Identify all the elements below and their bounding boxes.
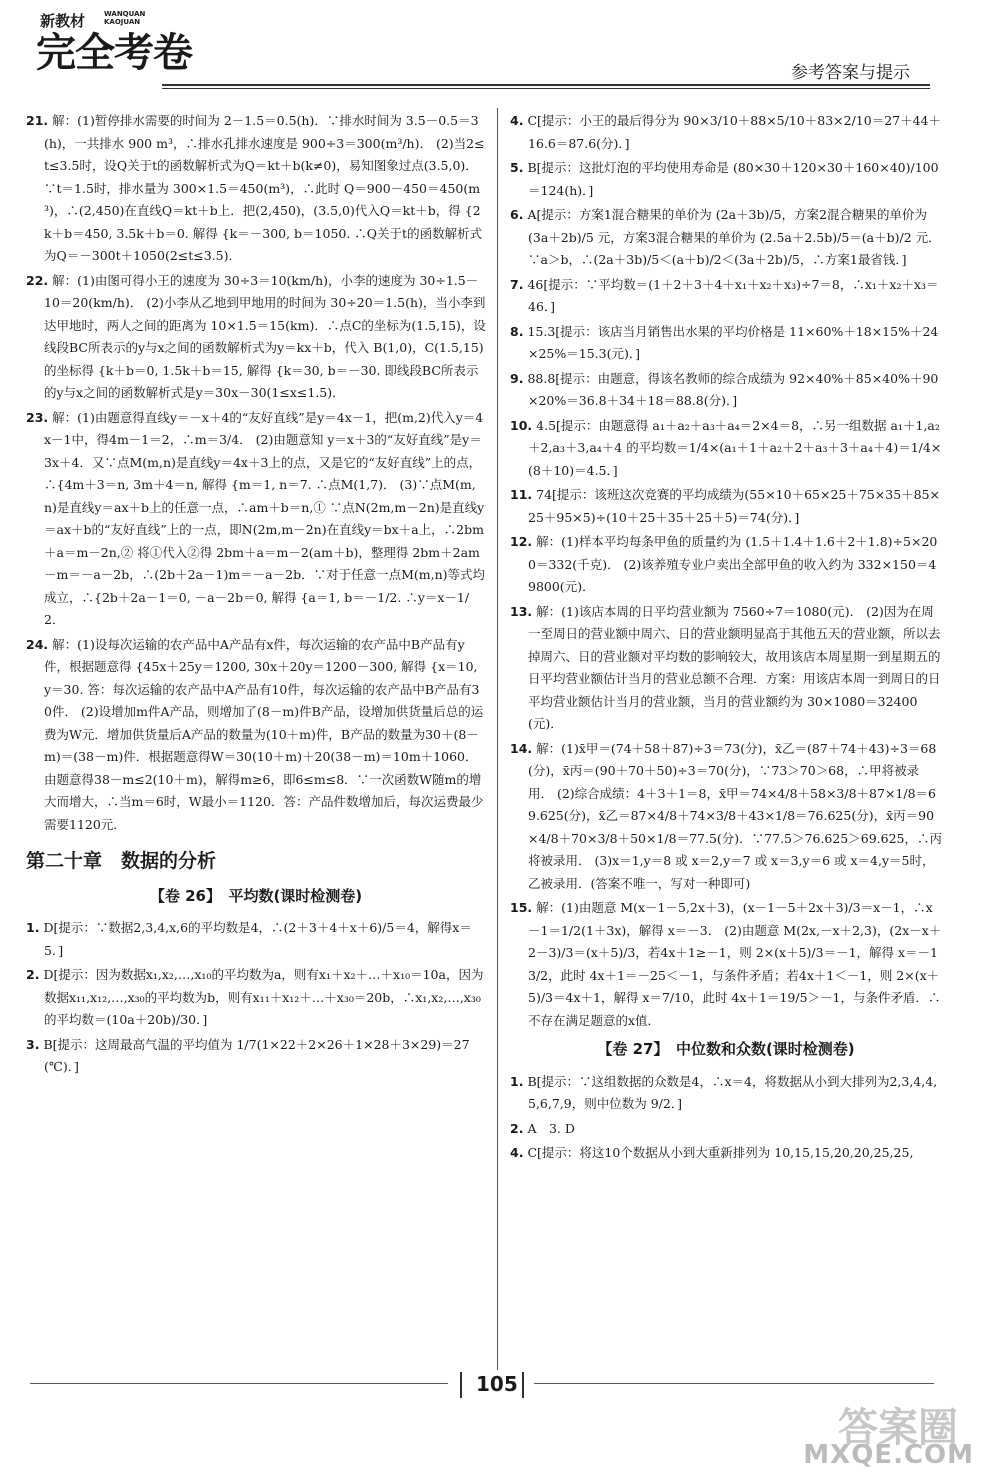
item-number: 8. bbox=[510, 323, 524, 339]
item-number: 5. bbox=[510, 160, 524, 175]
item-number: 7. bbox=[510, 276, 524, 292]
answer-item bbox=[510, 1118, 942, 1141]
answer-item bbox=[510, 415, 942, 483]
page-header-title: 参考答案与提示 bbox=[791, 63, 910, 83]
answer-item bbox=[26, 917, 486, 962]
item-text: B[提示：这周最高气温的平均值为 1/7(1×22＋2×26＋1×28＋3×29)＝27(℃)．] bbox=[43, 1036, 470, 1074]
answer-item bbox=[510, 897, 942, 1032]
item-text: 4.5[提示：由题意得 a₁＋a₂＋a₃＋a₄＝2×4＝8，∴另一组数据 a₁＋1,a₂＋2,a₃＋3,a₄＋4 的平均数＝1/4×(a₁＋1＋a₂＋2＋a₃＋3＋a₄＋4)＝1/4×(8＋10)＝4.5．] bbox=[528, 417, 942, 478]
item-text: 解：(1)x̄甲＝(74＋58＋87)÷3＝73(分)，x̄乙＝(87＋74＋43)÷3＝68(分)，x̄丙＝(90＋70＋50)÷3＝70(分)，∵73＞70＞68，∴甲将被录用． (2)综合成绩：4＋3＋1＝8，x̄甲＝74×4/8＋58×3/8＋87×1/8＝69.625(分)，x̄乙＝87×4/8＋74×3/8＋43×1/8＝76.625(分)，x̄丙＝90×4/8＋70×3/8＋50×1/8＝77.5(分)．∵77.5＞76.625＞69.625，∴丙将被录用． (3)x＝1,y＝8 或 x＝2,y＝7 或 x＝3,y＝6 或 x＝4,y＝5时，乙被录用．(答案不唯一，写对一种即可) bbox=[528, 740, 942, 891]
item-number: 14. bbox=[510, 740, 533, 756]
item-number: 11. bbox=[510, 487, 533, 502]
answer-item bbox=[510, 321, 942, 366]
item-text: 46[提示：∵平均数＝(1＋2＋3＋4＋x₁＋x₂＋x₃)÷7＝8，∴x₁＋x₂＋x₃＝46．] bbox=[527, 276, 939, 314]
brand-pinyin: WANQUAN KAOJUAN bbox=[104, 10, 146, 26]
item-number: 15. bbox=[510, 900, 533, 915]
section-title-27: 【卷 27】 中位数和众数(课时检测卷) bbox=[597, 1040, 855, 1058]
item-text: 解：(1)该店本周的日平均营业额为 7560÷7＝1080(元)． (2)因为在周一至周日的营业额中周六、日的营业额明显高于其他五天的营业额，所以去掉周六、日的营业额对平均数的影响较大，故用该店本周星期一到星期五的日平均营业额估计当月的营业总额不合理．方案：用该店本周一到周日的日平均营业额估计当月的营业额，当月的营业额约为 30×1080＝32400(元)． bbox=[528, 603, 941, 731]
item-text: D[提示：因为数据x₁,x₂,…,x₁₀的平均数为a，则有x₁＋x₂＋…＋x₁₀＝10a，因为数据x₁₁,x₁₂,…,x₃₀的平均数为b，则有x₁₁＋x₁₂＋…＋x₃₀＝20b，∴x₁,x₂,…,x₃₀的平均数＝(10a＋20b)/30．] bbox=[43, 967, 484, 1027]
answer-item bbox=[26, 964, 486, 1032]
item-number: 4. bbox=[510, 113, 524, 128]
item-number: 10. bbox=[510, 417, 533, 433]
answer-item bbox=[510, 274, 942, 319]
answer-item bbox=[510, 110, 942, 155]
item-number: 2. bbox=[510, 1120, 524, 1136]
brand-small-title: 新教材 bbox=[40, 12, 86, 30]
answer-item bbox=[510, 484, 942, 529]
footer-bar-right bbox=[522, 1372, 524, 1398]
item-number: 13. bbox=[510, 603, 533, 619]
answer-item bbox=[510, 157, 942, 202]
item-number: 4. bbox=[510, 1145, 524, 1160]
item-number: 1. bbox=[26, 920, 40, 935]
item-text: 15.3[提示：该店当月销售出水果的平均价格是 11×60%＋18×15%＋24×25%＝15.3(元)．] bbox=[527, 323, 939, 361]
answer-item bbox=[510, 531, 942, 599]
column-divider bbox=[497, 108, 498, 1370]
item-text: 88.8[提示：由题意，得该名教师的综合成绩为 92×40%＋85×40%＋90×20%＝36.8＋34＋18＝88.8(分)．] bbox=[527, 370, 939, 408]
item-number: 1. bbox=[510, 1073, 524, 1089]
item-text: 解：(1)样本平均每条甲鱼的质量约为 (1.5＋1.4＋1.6＋2＋1.8)÷5×200＝332(千克)． (2)该养殖专业户卖出全部甲鱼的收入约为 332×150＝49800(元)． bbox=[528, 534, 938, 594]
footer-bar-left bbox=[460, 1372, 462, 1398]
item-text: D[提示：∵数据2,3,4,x,6的平均数是4，∴(2＋3＋4＋x＋6)/5＝4，解得x＝5．] bbox=[43, 920, 472, 958]
header-rule-thin bbox=[162, 88, 930, 89]
watermark-url: MXQE.COM bbox=[803, 1440, 974, 1470]
brand-logo-title: 完全考卷 bbox=[36, 30, 192, 76]
item-text: 解：(1)由图可得小王的速度为 30÷3＝10(km/h)，小李的速度为 30÷1.5－10＝20(km/h)． (2)小李从乙地到甲地用的时间为 30÷20＝1.5(h)，当小李到达甲地时，两人之间的距离为 10×1.5＝15(km)．∴点C的坐标为(1.5,15)，设线段BC所表示的y与x之间的函数解析式为y＝kx＋b，代入 B(1,0)，C(1.5,15)的坐标得 {k＋b＝0, 1.5k＋b＝15, 解得 {k＝30, b＝－30. 即线段BC所表示的y与x之间的函数解析式是y＝30x－30(1≤x≤1.5)． bbox=[44, 272, 486, 400]
item-number: 21. bbox=[26, 113, 49, 128]
answer-item bbox=[510, 1142, 942, 1165]
right-column bbox=[510, 110, 942, 1167]
item-number: 6. bbox=[510, 207, 524, 222]
item-number: 3. bbox=[26, 1036, 40, 1052]
answer-item bbox=[26, 407, 486, 632]
left-column bbox=[26, 110, 486, 1081]
header-rule bbox=[162, 84, 930, 86]
answer-item bbox=[26, 110, 486, 268]
answer-item bbox=[510, 204, 942, 272]
answer-item bbox=[510, 1071, 942, 1116]
item-text: B[提示：∵这组数据的众数是4，∴x＝4，将数据从小到大排列为2,3,4,4,5,6,7,9，则中位数为 9/2．] bbox=[527, 1073, 938, 1111]
item-text: B[提示：这批灯泡的平均使用寿命是 (80×30＋120×30＋160×40)/100＝124(h)．] bbox=[527, 160, 939, 198]
answer-item bbox=[510, 368, 942, 413]
item-text: A 3. D bbox=[527, 1120, 575, 1136]
section-title-26: 【卷 26】 平均数(课时检测卷) bbox=[149, 886, 363, 905]
item-text: 解：(1)由题意 M(x－1－5,2x＋3)，(x－1－5＋2x＋3)/3＝x－1，∴x－1＝1/2(1＋3x)，解得 x＝－3． (2)由题意 M(2x,－x＋2,3)，(2x－x＋2－3)/3＝(x＋5)/3，若4x＋1≥－1，则 2×(x＋5)/3＝－1，解得 x＝－13/2，此时 4x＋1＝－25＜－1，与条件矛盾；若4x＋1＜－1，则 2×(x＋5)/3＝4x＋1，解得 x＝7/10，此时 4x＋1＝19/5＞－1，与条件矛盾．∴不存在满足题意的x值． bbox=[528, 900, 942, 1028]
answer-item bbox=[510, 738, 942, 896]
answer-item bbox=[26, 1034, 486, 1079]
item-text: 解：(1)暂停排水需要的时间为 2－1.5＝0.5(h)．∵排水时间为 3.5－0.5＝3(h)，一共排水 900 m³，∴排水孔排水速度是 900÷3＝300(m³/h)． (2)当2≤t≤3.5时，设Q关于t的函数解析式为Q＝kt＋b(k≠0)，易知图象过点(3.5,0)．∵t＝1.5时，排水量为 300×1.5＝450(m³)，∴此时 Q＝900－450＝450(m³)，∴(2,450)在直线Q＝kt＋b上．把(2,450)，(3.5,0)代入Q＝kt＋b，得 {2k＋b＝450, 3.5k＋b＝0. 解得 {k＝－300, b＝1050. ∴Q关于t的函数解析式为Q＝－300t＋1050(2≤t≤3.5)． bbox=[44, 113, 485, 263]
answer-item bbox=[26, 634, 486, 837]
item-number: 9. bbox=[510, 370, 524, 386]
item-text: C[提示：小王的最后得分为 90×3/10＋88×5/10＋83×2/10＝27＋44＋16.6＝87.6(分)．] bbox=[527, 113, 942, 151]
item-text: 解：(1)由题意得直线y＝－x＋4的“友好直线”是y＝4x－1，把(m,2)代入y＝4x－1中，得4m－1＝2，∴m＝3/4． (2)由题意知 y＝x＋3的“友好直线”是y＝3x＋4．又∵点M(m,n)是直线y＝4x＋3上的点，又是它的“友好直线”上的点，∴{4m＋3＝n, 3m＋4＝n, 解得 {m＝1, n＝7. ∴点M(1,7)． (3)∵点M(m,n)是直线y＝ax＋b上的任意一点，∴am＋b＝n,① ∵点N(2m,m－2n)是直线y＝ax＋b的“友好直线”上的一点，即N(2m,m－2n)在直线y＝bx＋a上，∴2bm＋a＝m－2n,② 将①代入②得 2bm＋a＝m－2(am＋b)，整理得 2bm＋2am－m＝－a－2b，∴(2b＋2a－1)m＝－a－2b．∵对于任意一点M(m,n)等式均成立，∴{2b＋2a－1＝0, －a－2b＝0, 解得 {a＝1, b＝－1/2. ∴y＝x－1/2． bbox=[44, 409, 486, 627]
page-number: 105 bbox=[476, 1372, 518, 1396]
item-text: 解：(1)设每次运输的农产品中A产品有x件，每次运输的农产品中B产品有y件，根据题意得 {45x＋25y＝1200, 30x＋20y＝1200－300, 解得 {x＝10, y＝30. 答：每次运输的农产品中A产品有10件，每次运输的农产品中B产品有30件． (2)设增加m件A产品，则增加了(8－m)件B产品，设增加供货量后总的运费为W元．增加供货量后A产品的数量为(10＋m)件，B产品的数量为30＋(8－m)＝(38－m)件．根据题意得W＝30(10＋m)＋20(38－m)＝10m＋1060．由题意得38－m≤2(10＋m)，解得m≥6，即6≤m≤8．∵一次函数W随m的增大而增大，∴当m＝6时，W最小＝1120．答：产品件数增加后，每次运费最少需要1120元． bbox=[44, 636, 484, 832]
item-text: A[提示：方案1混合糖果的单价为 (2a＋3b)/5，方案2混合糖果的单价为 (3a＋2b)/5 元，方案3混合糖果的单价为 (2.5a＋2.5b)/5＝(a＋b)/2 元．∵a＞b，∴(2a＋3b)/5＜(a＋b)/2＜(3a＋2b)/5，∴方案1最省钱．] bbox=[527, 207, 941, 267]
item-number: 2. bbox=[26, 967, 40, 982]
item-number: 24. bbox=[26, 636, 49, 652]
answer-item bbox=[26, 270, 486, 405]
item-number: 22. bbox=[26, 272, 49, 288]
item-text: 74[提示：该班这次竞赛的平均成绩为(55×10＋65×25＋75×35＋85×25＋95×5)÷(10＋25＋35＋25＋5)＝74(分)．] bbox=[528, 487, 941, 525]
answer-item bbox=[510, 601, 942, 736]
item-number: 12. bbox=[510, 534, 533, 549]
footer-rule-right bbox=[534, 1383, 934, 1384]
item-number: 23. bbox=[26, 409, 49, 425]
chapter-title: 第二十章 数据的分析 bbox=[26, 850, 217, 872]
footer-rule-left bbox=[30, 1383, 448, 1384]
item-text: C[提示：将这10个数据从小到大重新排列为 10,15,15,20,20,25,25, bbox=[527, 1145, 914, 1160]
watermark-logo: 答案圈 bbox=[838, 1405, 958, 1451]
